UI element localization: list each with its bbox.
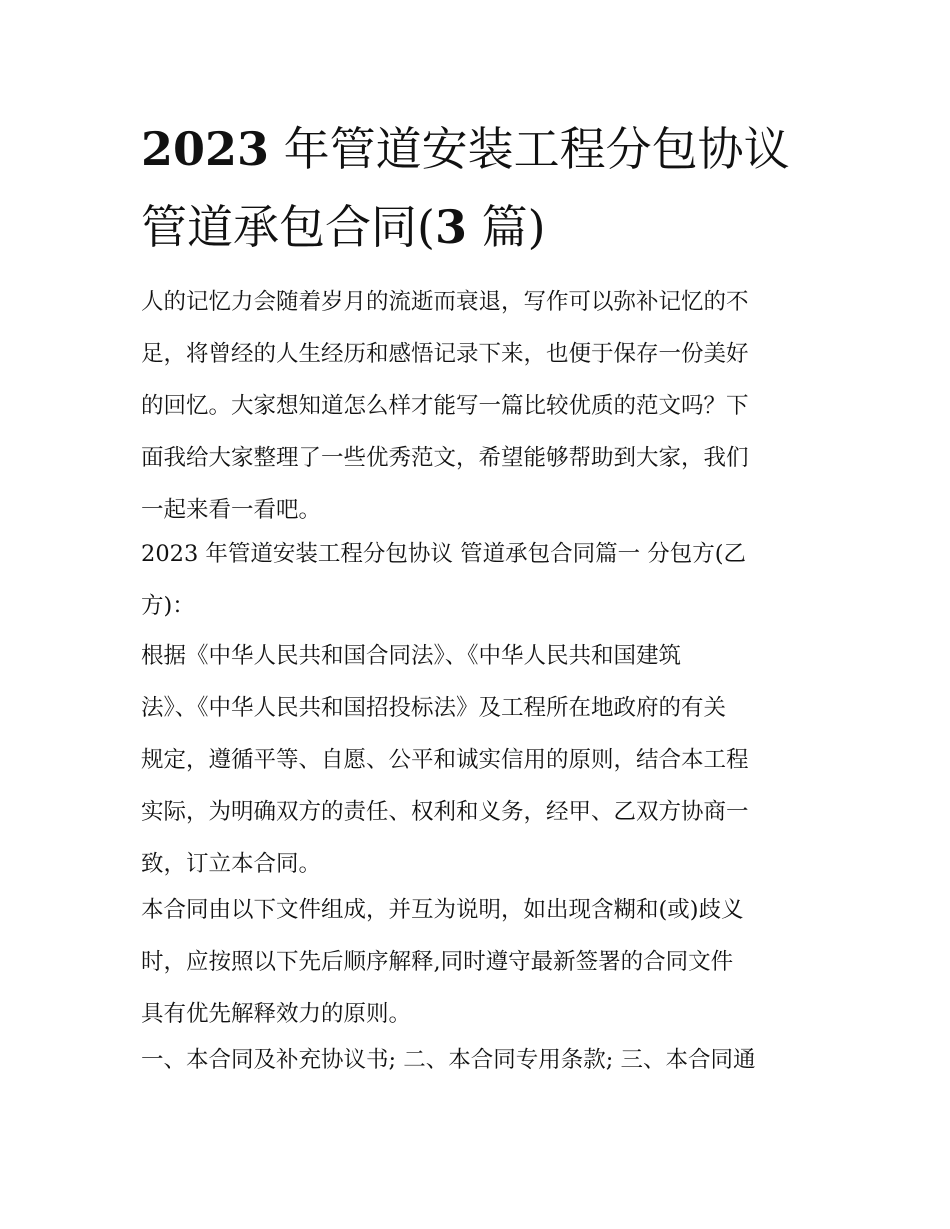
paragraph-line: 规定，遵循平等、自愿、公平和诚实信用的原则，结合本工程 bbox=[141, 747, 749, 773]
title-text-1: 年管道安装工程分包协议 bbox=[269, 122, 790, 176]
paragraph-line: 实际，为明确双方的责任、权利和义务，经甲、乙双方协商一 bbox=[141, 799, 749, 825]
document-title-line-1 bbox=[141, 110, 813, 188]
paragraph-line: 时，应按照以下先后顺序解释,同时遵守最新签署的合同文件 bbox=[141, 949, 734, 975]
paragraph-section-heading bbox=[141, 528, 813, 632]
title-count: 3 bbox=[434, 200, 467, 254]
paragraph-line: 本合同由以下文件组成，并互为说明，如出现含糊和(或)歧义 bbox=[141, 897, 744, 923]
document-title-line-2 bbox=[141, 188, 813, 266]
paragraph-line: 致，订立本合同。 bbox=[141, 851, 322, 877]
paragraph-line: 具有优先解释效力的原则。 bbox=[141, 1001, 412, 1027]
paragraph-line: 2023 年管道安装工程分包协议 管道承包合同篇一 分包方(乙 bbox=[141, 541, 746, 567]
paragraph-line: 的回忆。大家想知道怎么样才能写一篇比较优质的范文吗？下 bbox=[141, 393, 749, 419]
title-text-2: 管道承包合同( bbox=[141, 200, 435, 254]
paragraph-line: 根据《中华人民共和国合同法》、《中华人民共和国建筑 bbox=[141, 643, 682, 669]
paragraph-document-list bbox=[141, 1034, 813, 1086]
paragraph-intro bbox=[141, 276, 813, 536]
paragraph-contract-composition bbox=[141, 884, 813, 1040]
paragraph-line: 面我给大家整理了一些优秀范文，希望能够帮助到大家，我们 bbox=[141, 445, 749, 471]
paragraph-legal-basis bbox=[141, 630, 813, 890]
paragraph-line: 一起来看一看吧。 bbox=[141, 497, 322, 523]
paragraph-line: 足，将曾经的人生经历和感悟记录下来，也便于保存一份美好 bbox=[141, 341, 749, 367]
title-text-3: 篇) bbox=[466, 200, 546, 254]
title-year: 2023 bbox=[141, 122, 270, 176]
paragraph-line: 一、本合同及补充协议书; 二、本合同专用条款; 三、本合同通 bbox=[141, 1047, 756, 1073]
paragraph-line: 法》、《中华人民共和国招投标法》及工程所在地政府的有关 bbox=[141, 695, 727, 721]
paragraph-line: 人的记忆力会随着岁月的流逝而衰退，写作可以弥补记忆的不 bbox=[141, 289, 749, 315]
paragraph-line: 方)： bbox=[141, 593, 195, 619]
